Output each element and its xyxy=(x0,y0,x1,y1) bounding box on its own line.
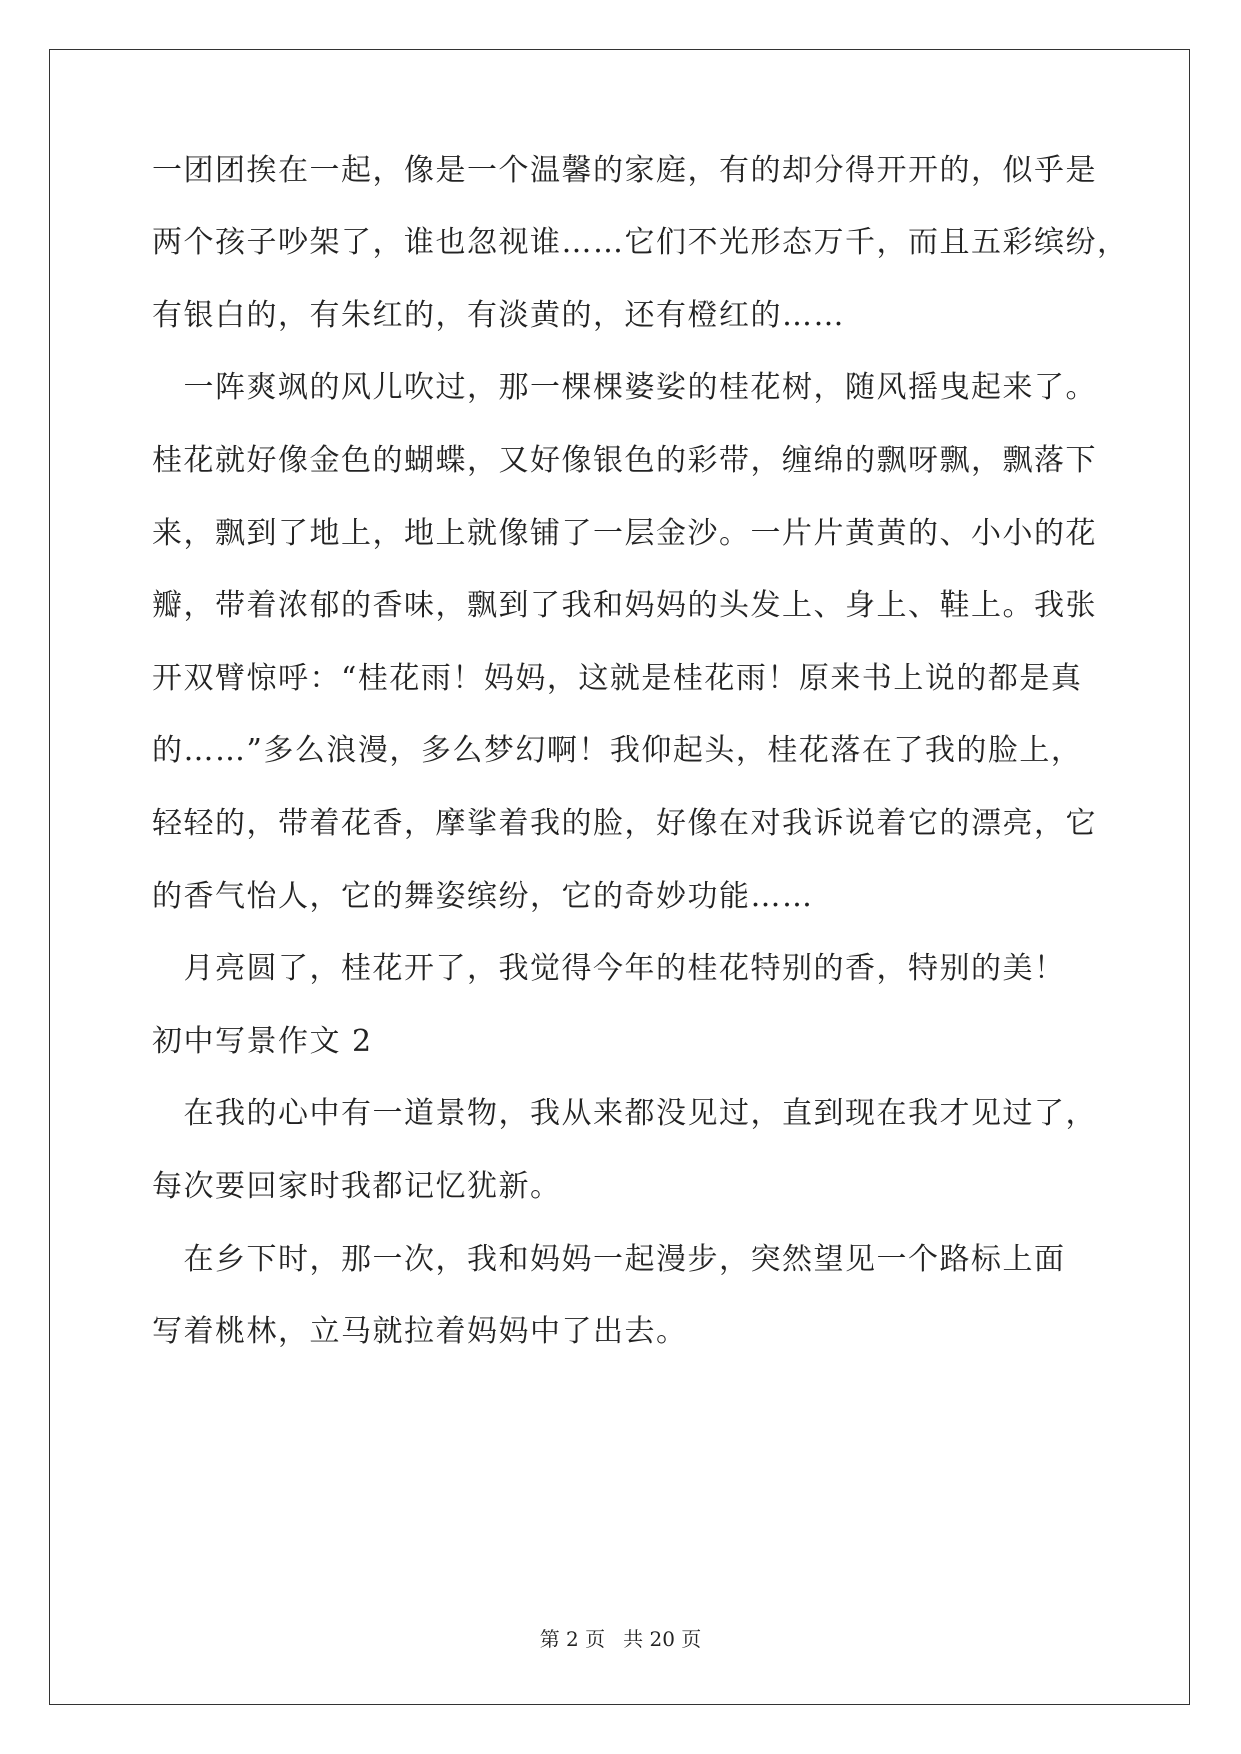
text-line-16: 在乡下时，那一次，我和妈妈一起漫步，突然望见一个路标上面 xyxy=(152,1242,1066,1277)
text-line-14: 在我的心中有一道景物，我从来都没见过，直到现在我才见过了， xyxy=(152,1096,1097,1131)
text-line-8: 开双臂惊呼：“桂花雨！妈妈，这就是桂花雨！原来书上说的都是真 xyxy=(152,661,1083,696)
text-line-9: 的……”多么浪漫，多么梦幻啊！我仰起头，桂花落在了我的脸上， xyxy=(152,733,1083,768)
text-line-7: 瓣，带着浓郁的香味，飘到了我和妈妈的头发上、身上、鞋上。我张 xyxy=(152,588,1097,623)
text-line-3: 有银白的，有朱红的，有淡黄的，还有橙红的…… xyxy=(152,298,845,333)
text-line-4: 一阵爽飒的风儿吹过，那一棵棵婆娑的桂花树，随风摇曳起来了。 xyxy=(152,370,1097,405)
page-footer xyxy=(0,1623,1241,1652)
page-total: 共 20 页 xyxy=(623,1627,702,1651)
text-line-12: 月亮圆了，桂花开了，我觉得今年的桂花特别的香，特别的美！ xyxy=(152,951,1066,986)
section-heading: 初中写景作文 2 xyxy=(152,1024,373,1059)
text-line-1: 一团团挨在一起，像是一个温馨的家庭，有的却分得开开的，似乎是 xyxy=(152,153,1097,188)
text-line-6: 来，飘到了地上，地上就像铺了一层金沙。一片片黄黄的、小小的花 xyxy=(152,516,1097,551)
text-line-10: 轻轻的，带着花香，摩挲着我的脸，好像在对我诉说着它的漂亮，它 xyxy=(152,806,1097,841)
text-line-15: 每次要回家时我都记忆犹新。 xyxy=(152,1169,562,1204)
text-line-5: 桂花就好像金色的蝴蝶，又好像银色的彩带，缠绵的飘呀飘，飘落下 xyxy=(152,443,1097,478)
page-number: 第 2 页 xyxy=(539,1627,606,1651)
text-line-11: 的香气怡人，它的舞姿缤纷，它的奇妙功能…… xyxy=(152,879,814,914)
text-line-2: 两个孩子吵架了，谁也忽视谁……它们不光形态万千，而且五彩缤纷， xyxy=(152,225,1129,260)
text-line-17: 写着桃林，立马就拉着妈妈中了出去。 xyxy=(152,1314,688,1349)
